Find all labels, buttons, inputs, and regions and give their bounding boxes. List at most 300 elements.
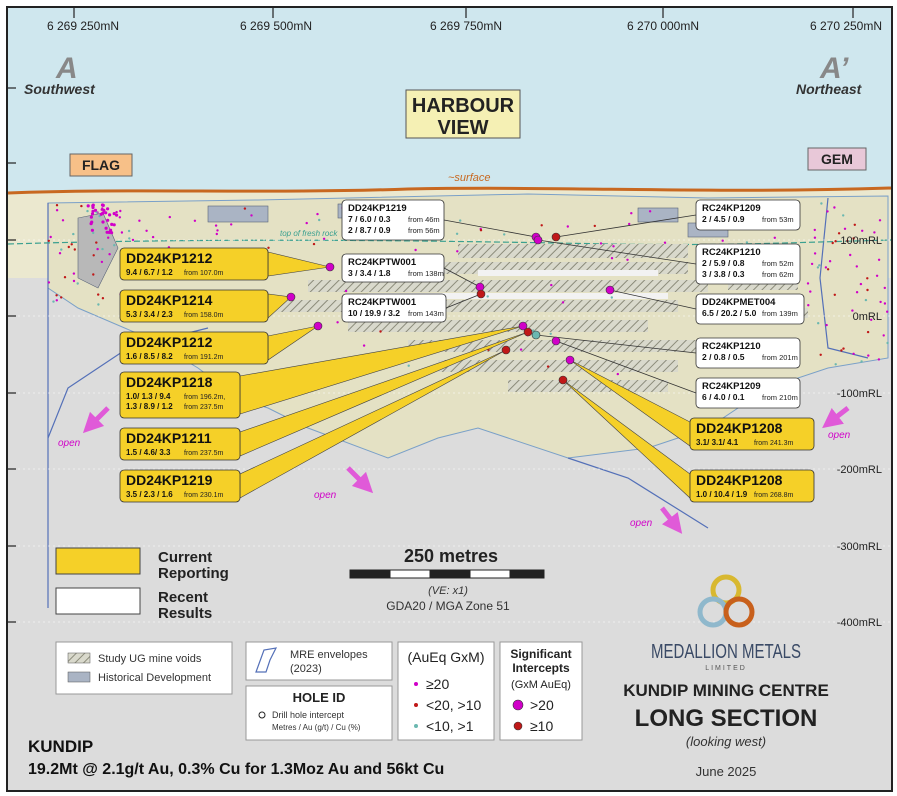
legend-label: Recent bbox=[158, 589, 209, 606]
historical-swatch bbox=[68, 672, 90, 682]
assay-dot bbox=[722, 240, 724, 242]
intercept-marker bbox=[477, 290, 485, 298]
intercept-from: from 237.5m bbox=[184, 404, 224, 411]
assay-dot bbox=[132, 239, 134, 241]
assay-dot bbox=[867, 331, 869, 333]
intercept-marker bbox=[524, 328, 532, 336]
intercept-values: 9.4 / 6.7 / 1.2 bbox=[126, 268, 173, 277]
figure-date: June 2025 bbox=[695, 764, 757, 779]
legend-voids-box bbox=[56, 642, 232, 694]
summary-line: 19.2Mt @ 2.1g/t Au, 0.3% Cu for 1.3Moz Au and 56kt Cu bbox=[28, 761, 445, 778]
assay-dot bbox=[547, 365, 549, 367]
assay-dot bbox=[829, 260, 831, 262]
rl-label: -100mRL bbox=[836, 388, 882, 400]
assay-dot bbox=[74, 248, 76, 250]
hole-id: RC24KPTW001 bbox=[348, 297, 417, 308]
assay-dot bbox=[108, 253, 110, 255]
assay-dot bbox=[861, 230, 863, 232]
intercept-marker bbox=[502, 346, 510, 354]
legend-label: (GxM AuEq) bbox=[511, 679, 571, 691]
assay-dot bbox=[101, 248, 103, 250]
northing-label: 6 269 500mN bbox=[239, 19, 313, 33]
assay-dot bbox=[626, 259, 628, 261]
assay-dot bbox=[64, 276, 66, 278]
hole-id: DD24KP1211 bbox=[126, 430, 212, 446]
assay-dot bbox=[817, 266, 819, 268]
assay-dot bbox=[628, 223, 630, 225]
intercept-values: 6.5 / 20.2 / 5.0 bbox=[702, 308, 757, 318]
assay-dot bbox=[886, 311, 888, 313]
intercept-from: from 62m bbox=[762, 270, 794, 279]
intercept-values: 5.3 / 3.4 / 2.3 bbox=[126, 310, 173, 319]
legend-label: Reporting bbox=[158, 565, 229, 582]
intercept-values: 6 / 4.0 / 0.1 bbox=[702, 392, 745, 402]
assay-dot bbox=[820, 354, 822, 356]
intercept-marker bbox=[326, 263, 334, 271]
ve-label: (VE: x1) bbox=[428, 585, 468, 597]
assay-dot bbox=[62, 219, 64, 221]
assay-dot bbox=[866, 277, 868, 279]
assay-dot bbox=[115, 211, 117, 213]
rl-label: -200mRL bbox=[836, 464, 882, 476]
assay-dot bbox=[102, 209, 105, 212]
assay-dot bbox=[92, 232, 94, 234]
intercept-marker bbox=[532, 331, 540, 339]
current-callout bbox=[690, 418, 814, 450]
assay-dot bbox=[101, 220, 104, 223]
current-callout bbox=[120, 428, 240, 460]
assay-dot bbox=[86, 210, 88, 212]
assay-dot bbox=[878, 259, 880, 261]
assay-dot bbox=[826, 210, 828, 212]
recent-callout bbox=[342, 254, 444, 282]
assay-dot bbox=[834, 240, 836, 242]
current-callout bbox=[120, 332, 268, 364]
assay-dot bbox=[817, 322, 819, 324]
intercept-marker bbox=[534, 236, 542, 244]
assay-dot bbox=[128, 237, 130, 239]
assay-dot bbox=[71, 243, 73, 245]
assay-dot bbox=[827, 268, 829, 270]
intercept-from: from 52m bbox=[762, 259, 794, 268]
intercept-from: from 201m bbox=[762, 353, 798, 362]
assay-dot bbox=[884, 302, 886, 304]
brand-sub: LIMITED bbox=[705, 665, 747, 672]
intercept-values: 3.5 / 2.3 / 1.6 bbox=[126, 490, 173, 499]
aueq-dot-icon bbox=[414, 682, 418, 686]
hole-id: DD24KP1214 bbox=[126, 292, 213, 308]
intercept-values: 1.0 / 10.4 / 1.9 bbox=[696, 490, 748, 499]
assay-dot bbox=[834, 294, 836, 296]
legend-recent-swatch bbox=[56, 588, 140, 614]
assay-dot bbox=[128, 230, 130, 232]
northing-label: 6 270 000mN bbox=[626, 19, 700, 33]
assay-dot bbox=[106, 231, 109, 234]
assay-dot bbox=[459, 219, 461, 221]
section-end-direction: Southwest bbox=[24, 81, 95, 97]
open-annotation: open bbox=[630, 518, 653, 529]
assay-dot bbox=[91, 210, 94, 213]
assay-dot bbox=[101, 212, 104, 215]
assay-dot bbox=[102, 297, 104, 299]
assay-dot bbox=[80, 205, 82, 207]
hole-id: DD24KP1218 bbox=[126, 374, 213, 390]
assay-dot bbox=[152, 236, 154, 238]
scale-label: 250 metres bbox=[403, 546, 499, 566]
figure-title: LONG SECTION bbox=[634, 705, 818, 732]
hole-id: RC24KP1210 bbox=[702, 247, 761, 258]
assay-dot bbox=[820, 202, 822, 204]
assay-dot bbox=[612, 245, 614, 247]
intercept-from: from 241.3m bbox=[754, 440, 794, 447]
legend-label: (AuEq GxM) bbox=[407, 649, 485, 665]
assay-dot bbox=[113, 212, 116, 215]
assay-dot bbox=[91, 229, 94, 232]
assay-dot bbox=[306, 222, 308, 224]
assay-dot bbox=[121, 231, 123, 233]
assay-dot bbox=[216, 229, 218, 231]
rl-label: 0mRL bbox=[852, 311, 882, 323]
intercept-from: from 138m bbox=[408, 269, 444, 278]
hole-id: DD24KP1219 bbox=[348, 203, 407, 214]
assay-dot bbox=[108, 213, 111, 216]
assay-dot bbox=[664, 242, 666, 244]
deposit-label: HARBOUR bbox=[411, 95, 515, 117]
intercept-values: 1.5 / 4.6/ 3.3 bbox=[126, 448, 171, 457]
assay-dot bbox=[594, 225, 596, 227]
current-callout bbox=[120, 290, 268, 322]
assay-dot bbox=[48, 281, 50, 283]
section-end-letter: A bbox=[56, 52, 78, 85]
assay-dot bbox=[408, 365, 410, 367]
intercept-marker bbox=[476, 283, 484, 291]
intercept-values: 2 / 8.7 / 0.9 bbox=[348, 225, 391, 235]
intercept-values: 7 / 6.0 / 0.3 bbox=[348, 214, 391, 224]
assay-dot bbox=[56, 209, 58, 211]
legend-label: <20, >10 bbox=[426, 697, 482, 713]
section-end-letter: A’ bbox=[820, 52, 849, 85]
assay-dot bbox=[835, 363, 837, 365]
legend-label: Significant bbox=[510, 647, 572, 661]
intercept-marker bbox=[552, 337, 560, 345]
hole-id: RC24KP1210 bbox=[702, 341, 761, 352]
assay-dot bbox=[60, 296, 62, 298]
figure-subtitle: (looking west) bbox=[685, 734, 767, 749]
assay-dot bbox=[60, 248, 62, 250]
legend-label: >20 bbox=[530, 697, 554, 713]
assay-dot bbox=[101, 203, 104, 206]
assay-dot bbox=[50, 236, 52, 238]
assay-dot bbox=[345, 290, 347, 292]
assay-dot bbox=[884, 287, 886, 289]
assay-dot bbox=[107, 237, 109, 239]
assay-dot bbox=[849, 254, 851, 256]
assay-dot bbox=[92, 273, 94, 275]
assay-dot bbox=[630, 212, 632, 214]
assay-dot bbox=[113, 244, 115, 246]
assay-dot bbox=[97, 293, 99, 295]
assay-dot bbox=[886, 342, 888, 344]
assay-dot bbox=[101, 261, 103, 263]
intercept-from: from 237.5m bbox=[184, 450, 224, 457]
recent-callout bbox=[696, 378, 800, 408]
assay-dot bbox=[860, 360, 862, 362]
assay-dot bbox=[480, 229, 482, 231]
assay-dot bbox=[520, 348, 522, 350]
legend-label: Historical Development bbox=[98, 672, 212, 684]
intercept-values: 3.1/ 3.1/ 4.1 bbox=[696, 438, 739, 447]
assay-dot bbox=[105, 227, 108, 230]
assay-dot bbox=[840, 349, 842, 351]
assay-dot bbox=[541, 224, 543, 226]
assay-dot bbox=[87, 204, 90, 207]
assay-dot bbox=[879, 301, 881, 303]
hole-id: DD24KP1212 bbox=[126, 334, 213, 350]
intercept-marker bbox=[606, 286, 614, 294]
assay-dot bbox=[811, 263, 813, 265]
grid-label: GDA20 / MGA Zone 51 bbox=[386, 599, 510, 613]
legend-label: MRE envelopes bbox=[290, 649, 368, 661]
assay-dot bbox=[825, 266, 827, 268]
legend-label: (2023) bbox=[290, 663, 322, 675]
assay-dot bbox=[876, 275, 878, 277]
assay-dot bbox=[414, 249, 416, 251]
assay-dot bbox=[833, 206, 835, 208]
legend-label: Drill hole intercept bbox=[272, 710, 345, 720]
assay-dot bbox=[503, 233, 505, 235]
assay-dot bbox=[96, 248, 98, 250]
recent-callout bbox=[696, 200, 800, 230]
assay-dot bbox=[145, 230, 147, 232]
assay-dot bbox=[562, 301, 564, 303]
intercept-from: from 139m bbox=[762, 309, 798, 318]
current-callout bbox=[120, 372, 240, 418]
assay-dot bbox=[72, 233, 74, 235]
summary-title: KUNDIP bbox=[28, 737, 94, 756]
hole-id: DD24KP1212 bbox=[126, 250, 213, 266]
long-section-figure bbox=[6, 6, 893, 792]
assay-dot bbox=[865, 299, 867, 301]
intercept-from: from 210m bbox=[762, 393, 798, 402]
hole-id: RC24KPTW001 bbox=[348, 257, 417, 268]
assay-dot bbox=[91, 204, 94, 207]
voids-swatch bbox=[68, 653, 90, 663]
assay-dot bbox=[106, 207, 109, 210]
open-annotation: open bbox=[828, 430, 851, 441]
assay-dot bbox=[90, 221, 93, 224]
legend-current-swatch bbox=[56, 548, 140, 574]
intercept-from: from 230.1m bbox=[184, 492, 224, 499]
intercept-from: from 158.0m bbox=[184, 312, 224, 319]
intercept-marker bbox=[552, 233, 560, 241]
hole-id: DD24KP1208 bbox=[696, 472, 783, 488]
assay-dot bbox=[56, 299, 58, 301]
assay-dot bbox=[379, 330, 381, 332]
intercept-from: from 268.8m bbox=[754, 492, 794, 499]
assay-dot bbox=[55, 294, 57, 296]
assay-dot bbox=[113, 223, 116, 226]
assay-dot bbox=[215, 224, 217, 226]
assay-dot bbox=[68, 246, 70, 248]
recent-callout bbox=[696, 294, 804, 324]
hole-id: DD24KPMET004 bbox=[702, 297, 776, 308]
assay-dot bbox=[617, 373, 619, 375]
assay-dot bbox=[878, 358, 880, 360]
assay-dot bbox=[230, 223, 232, 225]
intercept-from: from 46m bbox=[408, 215, 440, 224]
assay-dot bbox=[90, 216, 93, 219]
assay-dot bbox=[216, 233, 218, 235]
assay-dot bbox=[456, 250, 458, 252]
northing-label: 6 269 250mN bbox=[46, 19, 120, 33]
assay-dot bbox=[807, 304, 809, 306]
assay-dot bbox=[807, 282, 809, 284]
brand-name: MEDALLION METALS bbox=[651, 641, 801, 663]
intercept-from: from 196.2m, bbox=[184, 394, 226, 401]
intercept-values: 3 / 3.8 / 0.3 bbox=[702, 269, 745, 279]
assay-dot bbox=[169, 216, 171, 218]
assay-dot bbox=[316, 213, 318, 215]
assay-dot bbox=[856, 291, 858, 293]
legend-label: <10, >1 bbox=[426, 718, 474, 734]
intercept-values: 3 / 3.4 / 1.8 bbox=[348, 268, 391, 278]
intercept-values: 2 / 4.5 / 0.9 bbox=[702, 214, 745, 224]
assay-dot bbox=[73, 280, 75, 282]
intercept-values: 2 / 0.8 / 0.5 bbox=[702, 352, 745, 362]
hole-id: RC24KP1209 bbox=[702, 203, 761, 214]
assay-dot bbox=[873, 231, 875, 233]
northing-label: 6 270 250mN bbox=[809, 19, 883, 33]
surface-annotation: ~surface bbox=[448, 172, 491, 184]
assay-dot bbox=[809, 290, 811, 292]
assay-dot bbox=[825, 324, 827, 326]
assay-dot bbox=[774, 237, 776, 239]
aueq-dot-icon bbox=[414, 703, 418, 707]
assay-dot bbox=[867, 354, 869, 356]
assay-dot bbox=[119, 210, 121, 212]
assay-dot bbox=[194, 220, 196, 222]
fresh-rock-annotation: top of fresh rock bbox=[280, 229, 338, 238]
assay-dot bbox=[852, 353, 854, 355]
legend-label: HOLE ID bbox=[292, 690, 346, 705]
assay-dot bbox=[106, 219, 109, 222]
section-map bbox=[8, 8, 891, 790]
figure-centre-title: KUNDIP MINING CENTRE bbox=[623, 681, 829, 700]
assay-dot bbox=[250, 214, 252, 216]
intercept-marker bbox=[566, 356, 574, 364]
recent-callout bbox=[696, 244, 800, 284]
intercept-values: 1.3 / 8.9 / 1.2 bbox=[126, 402, 173, 411]
assay-dot bbox=[842, 214, 844, 216]
recent-callout bbox=[342, 294, 446, 322]
rl-label: -400mRL bbox=[836, 617, 882, 629]
assay-dot bbox=[854, 224, 856, 226]
intercept-from: from 143m bbox=[408, 309, 444, 318]
hole-id: DD24KP1219 bbox=[126, 472, 213, 488]
recent-callout bbox=[342, 200, 444, 240]
intercept-marker-icon bbox=[259, 712, 265, 718]
assay-dot bbox=[856, 265, 858, 267]
assay-dot bbox=[48, 240, 50, 242]
assay-dot bbox=[52, 300, 54, 302]
significant-dot-icon bbox=[513, 700, 523, 710]
legend-label: Current bbox=[158, 549, 213, 566]
intercept-from: from 53m bbox=[762, 215, 794, 224]
assay-dot bbox=[567, 225, 569, 227]
intercept-from: from 56m bbox=[408, 226, 440, 235]
assay-dot bbox=[550, 284, 552, 286]
assay-dot bbox=[313, 243, 315, 245]
intercept-from: from 107.0m bbox=[184, 270, 224, 277]
assay-dot bbox=[97, 303, 99, 305]
assay-dot bbox=[318, 219, 320, 221]
section-end-direction: Northeast bbox=[796, 81, 862, 97]
intercept-values: 1.0/ 1.3 / 9.4 bbox=[126, 392, 171, 401]
assay-dot bbox=[649, 210, 651, 212]
intercept-marker bbox=[559, 376, 567, 384]
deposit-label: VIEW bbox=[437, 117, 489, 139]
assay-dot bbox=[814, 229, 816, 231]
intercept-values: 10 / 19.9 / 3.2 bbox=[348, 308, 400, 318]
assay-dot bbox=[814, 237, 816, 239]
intercept-values: 1.6 / 8.5 / 8.2 bbox=[126, 352, 173, 361]
assay-dot bbox=[138, 220, 140, 222]
legend-label: ≥20 bbox=[426, 676, 450, 692]
assay-dot bbox=[363, 344, 365, 346]
intercept-marker bbox=[314, 322, 322, 330]
assay-dot bbox=[879, 219, 881, 221]
current-callout bbox=[690, 470, 814, 502]
legend-label: Intercepts bbox=[512, 661, 570, 675]
assay-dot bbox=[600, 242, 602, 244]
legend-label: Results bbox=[158, 605, 213, 622]
assay-dot bbox=[95, 241, 97, 243]
intercept-from: from 191.2m bbox=[184, 354, 224, 361]
current-callout bbox=[120, 248, 268, 280]
rl-label: -300mRL bbox=[836, 541, 882, 553]
assay-dot bbox=[611, 296, 613, 298]
assay-dot bbox=[550, 333, 552, 335]
assay-dot bbox=[883, 334, 885, 336]
intercept-values: 2 / 5.9 / 0.8 bbox=[702, 258, 745, 268]
current-callout bbox=[120, 470, 240, 502]
assay-dot bbox=[73, 272, 75, 274]
aueq-dot-icon bbox=[414, 724, 418, 728]
assay-dot bbox=[56, 204, 58, 206]
hole-id: RC24KP1209 bbox=[702, 381, 761, 392]
assay-dot bbox=[119, 216, 121, 218]
assay-dot bbox=[456, 233, 458, 235]
assay-dot bbox=[842, 347, 844, 349]
legend-label: Metres / Au (g/t) / Cu (%) bbox=[272, 723, 361, 732]
deposit-label: FLAG bbox=[81, 157, 121, 173]
assay-dot bbox=[244, 207, 246, 209]
scale-bar bbox=[350, 570, 544, 578]
assay-dot bbox=[611, 257, 613, 259]
assay-dot bbox=[860, 283, 862, 285]
rl-label: 100mRL bbox=[840, 235, 882, 247]
assay-dot bbox=[818, 264, 820, 266]
hole-id: DD24KP1208 bbox=[696, 420, 783, 436]
legend-label: ≥10 bbox=[530, 718, 554, 734]
assay-dot bbox=[832, 242, 834, 244]
assay-dot bbox=[336, 321, 338, 323]
open-annotation: open bbox=[58, 438, 81, 449]
assay-dot bbox=[59, 252, 61, 254]
open-annotation: open bbox=[314, 490, 337, 501]
recent-callout bbox=[696, 338, 800, 368]
assay-dot bbox=[844, 228, 846, 230]
